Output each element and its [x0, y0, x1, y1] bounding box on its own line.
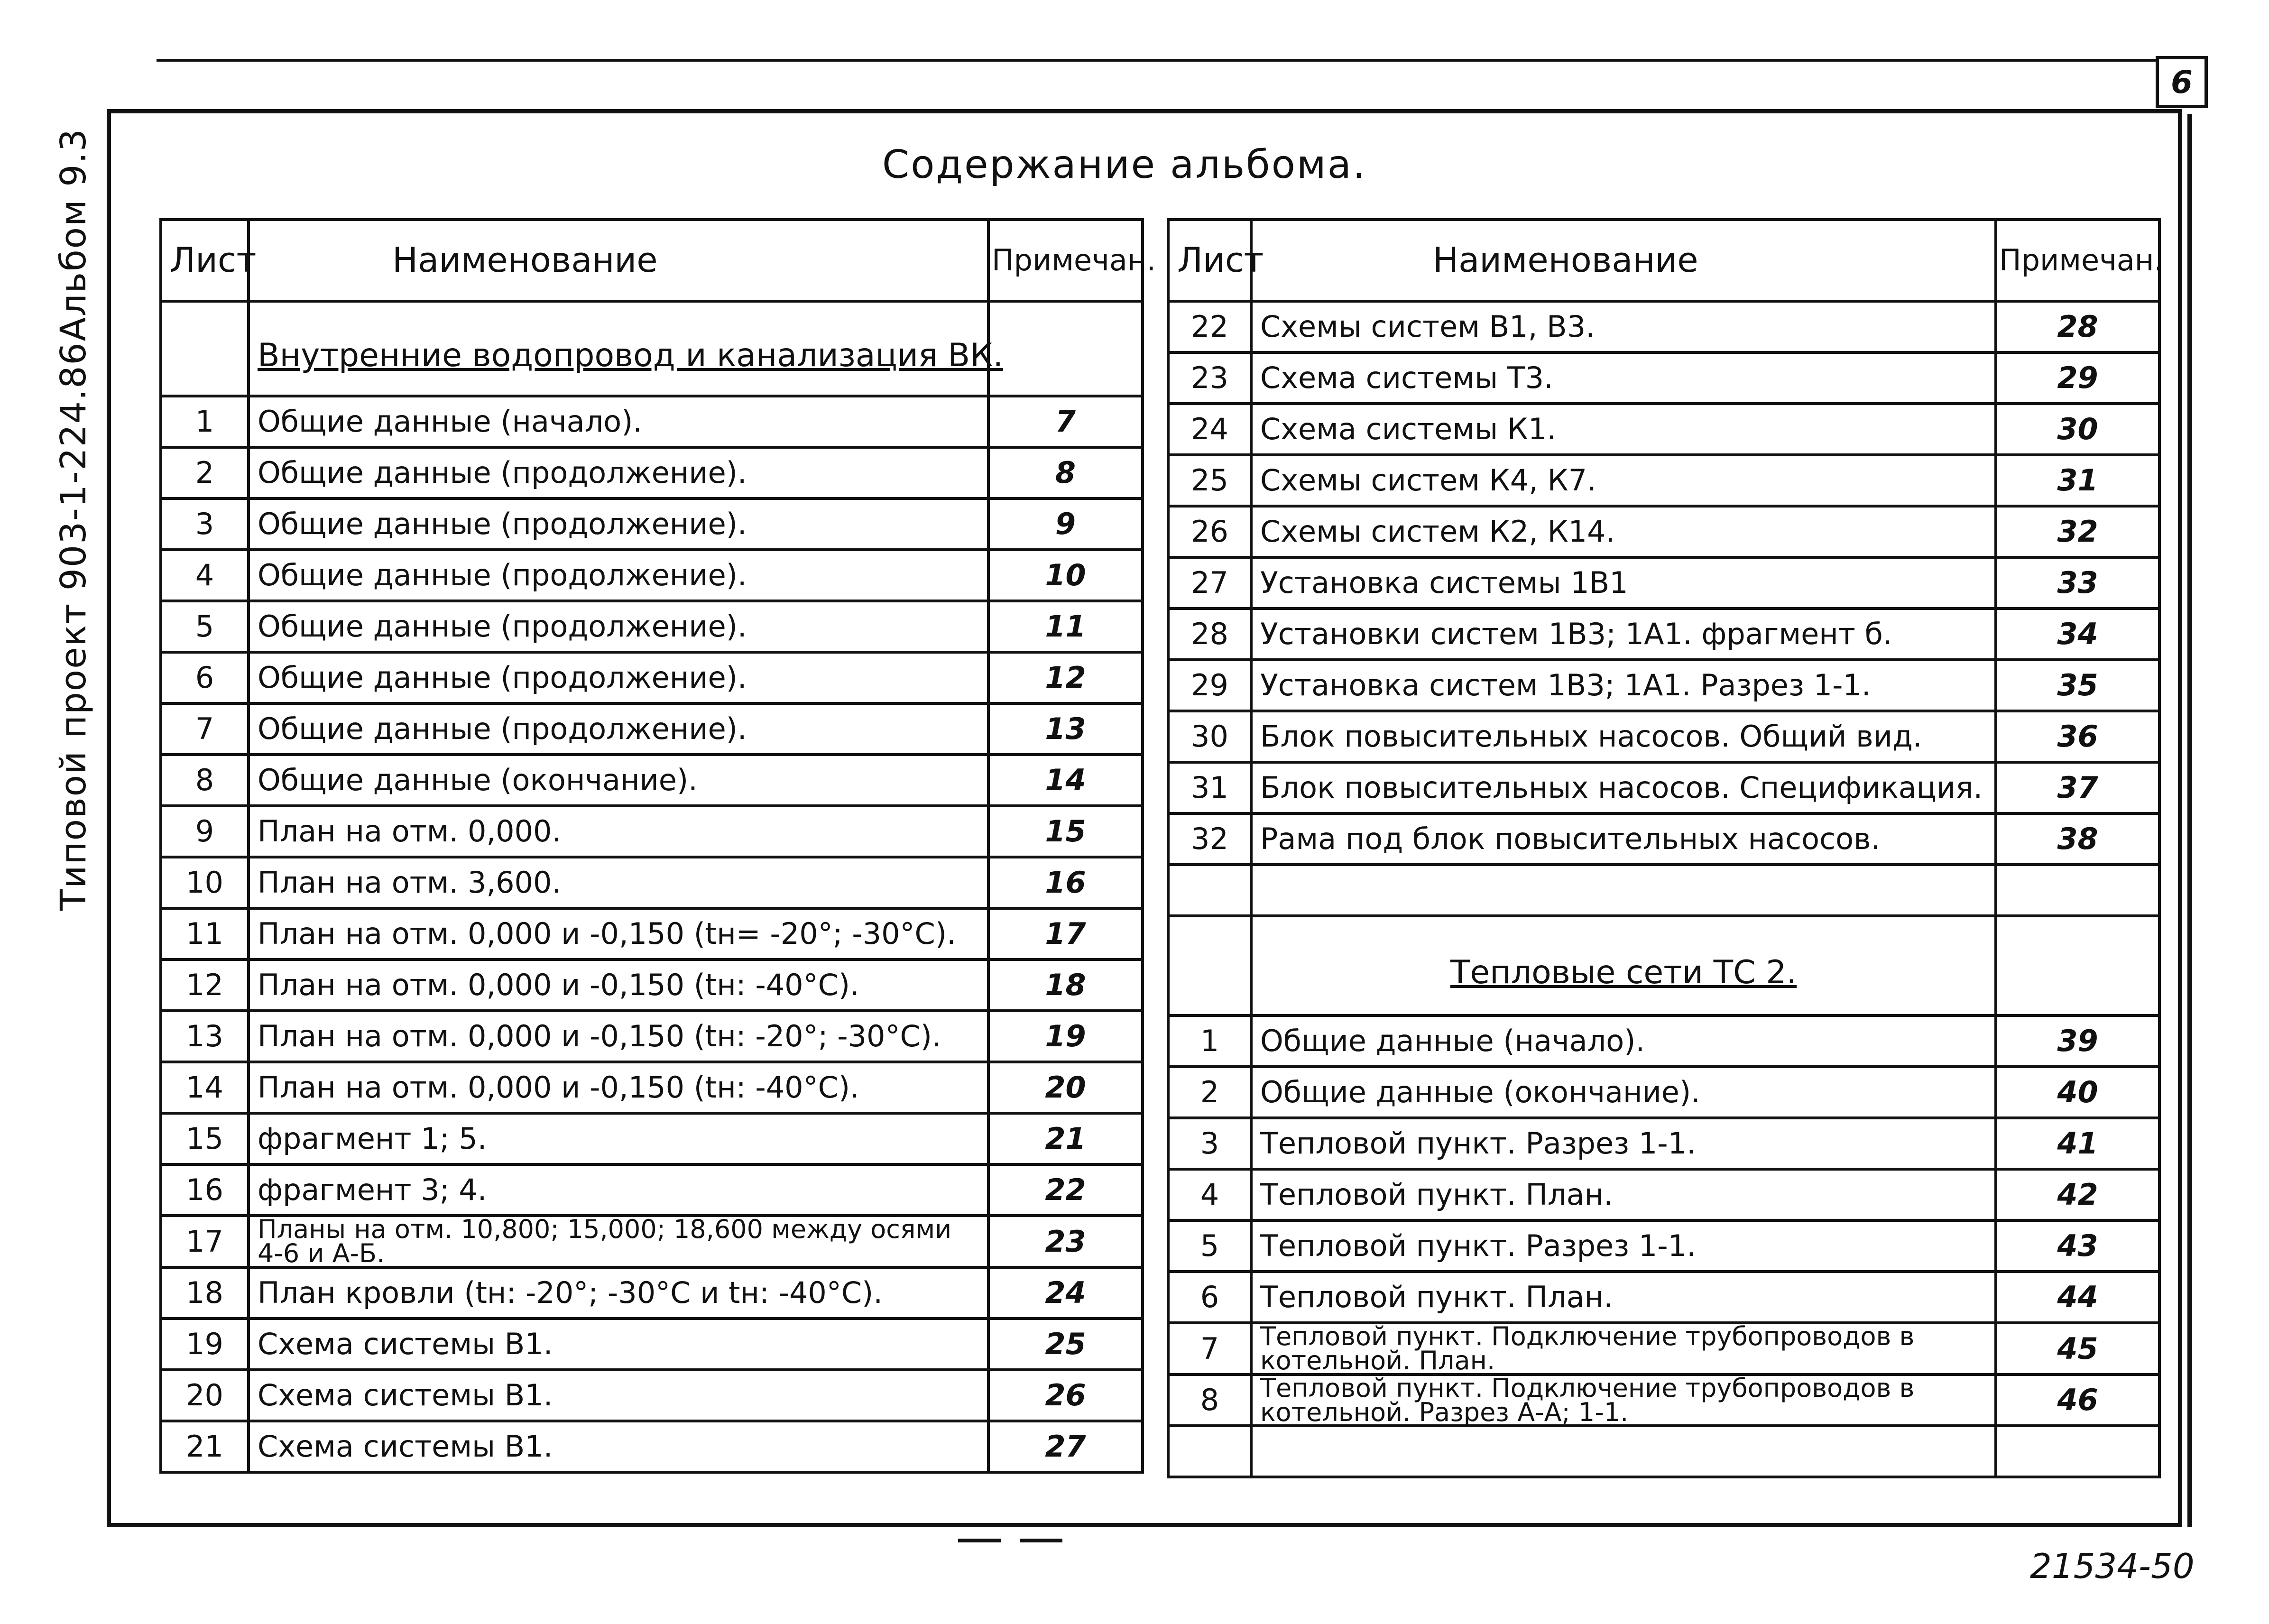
section-title: Внутренние водопровод и канализация ВК. [249, 301, 988, 396]
sheet-cell: 8 [1168, 1375, 1251, 1426]
table-row [1168, 557, 2159, 609]
name-cell: План на отм. 0,000. [249, 806, 988, 857]
sheet-cell: 23 [1168, 352, 1251, 404]
sheet-cell: 19 [161, 1319, 249, 1370]
note-cell: 7 [988, 396, 1143, 447]
sheet-cell: 3 [161, 498, 249, 550]
sheet-cell: 12 [161, 960, 249, 1011]
table-row [161, 1113, 1143, 1164]
column-header-name: Наименование [249, 220, 988, 301]
table-row [161, 960, 1143, 1011]
table-row [161, 1062, 1143, 1113]
sheet-cell: 13 [161, 1011, 249, 1062]
sheet-cell: 16 [161, 1164, 249, 1216]
note-cell: 13 [988, 703, 1143, 755]
column-header-sheet: Лист [1168, 220, 1251, 301]
name-cell: Планы на отм. 10,800; 15,000; 18,600 между осями 4-6 и А-Б. [249, 1216, 988, 1267]
name-cell: Общие данные (окончание). [249, 755, 988, 806]
sheet-cell: 30 [1168, 711, 1251, 762]
sheet-cell: 28 [1168, 609, 1251, 660]
column-header-name: Наименование [1251, 220, 1996, 301]
sheet-cell: 22 [1168, 301, 1251, 352]
name-cell: Общие данные (начало). [249, 396, 988, 447]
blank-row [1168, 1426, 2159, 1477]
table-row [161, 396, 1143, 447]
table-row [161, 703, 1143, 755]
name-cell: Блок повысительных насосов. Общий вид. [1251, 711, 1996, 762]
table-row [161, 806, 1143, 857]
table-row [161, 1216, 1143, 1267]
name-cell: План кровли (tн: -20°; -30°С и tн: -40°С). [249, 1267, 988, 1319]
name-cell: План на отм. 0,000 и -0,150 (tн: -20°; -30°С). [249, 1011, 988, 1062]
sheet-cell: 9 [161, 806, 249, 857]
name-cell: Схемы систем К2, К14. [1251, 506, 1996, 557]
column-header-note: Примечан. [1996, 220, 2159, 301]
name-cell: Установка системы 1В1 [1251, 557, 1996, 609]
sheet-cell: 24 [1168, 404, 1251, 455]
table-row [1168, 1169, 2159, 1220]
note-cell: 11 [988, 601, 1143, 652]
note-cell: 45 [1996, 1323, 2159, 1375]
name-cell: Тепловой пункт. Подключение трубопроводов в котельной. Разрез А-А; 1-1. [1251, 1375, 1996, 1426]
name-cell: Схема системы В1. [249, 1421, 988, 1472]
section-row [161, 301, 1143, 396]
sheet-cell: 20 [161, 1370, 249, 1421]
sheet-number: 6 [2156, 56, 2208, 108]
table-row [1168, 609, 2159, 660]
note-cell: 9 [988, 498, 1143, 550]
project-label: Типовой проект 903-1-224.86 [53, 341, 94, 911]
frame-edge [2187, 114, 2192, 1527]
name-cell: Установки систем 1В3; 1А1. фрагмент б. [1251, 609, 1996, 660]
sheet-cell: 8 [161, 755, 249, 806]
album-label: Альбом 9.3 [53, 128, 94, 341]
sheet-cell: 25 [1168, 455, 1251, 506]
sheet-cell: 31 [1168, 762, 1251, 813]
table-row [161, 1370, 1143, 1421]
name-cell: Схемы систем В1, В3. [1251, 301, 1996, 352]
table-row [1168, 1015, 2159, 1067]
name-cell: Общие данные (продолжение). [249, 601, 988, 652]
name-cell: Общие данные (начало). [1251, 1015, 1996, 1067]
note-cell: 40 [1996, 1067, 2159, 1118]
name-cell: Схемы систем К4, К7. [1251, 455, 1996, 506]
table-row [1168, 1375, 2159, 1426]
sheet-cell: 27 [1168, 557, 1251, 609]
table-row [1168, 1220, 2159, 1272]
sheet-cell: 6 [1168, 1272, 1251, 1323]
name-cell: Схема системы В1. [249, 1319, 988, 1370]
note-cell: 46 [1996, 1375, 2159, 1426]
section-title: Тепловые сети ТС 2. [1251, 916, 1996, 1015]
table-row [1168, 1067, 2159, 1118]
blank-row [1168, 865, 2159, 916]
sheet-cell: 4 [1168, 1169, 1251, 1220]
note-cell: 44 [1996, 1272, 2159, 1323]
name-cell: Блок повысительных насосов. Спецификация. [1251, 762, 1996, 813]
name-cell: Схема системы Т3. [1251, 352, 1996, 404]
table-row [1168, 1272, 2159, 1323]
table-row [161, 857, 1143, 908]
sheet-cell: 15 [161, 1113, 249, 1164]
name-cell: Рама под блок повысительных насосов. [1251, 813, 1996, 865]
note-cell: 34 [1996, 609, 2159, 660]
sheet-cell: 26 [1168, 506, 1251, 557]
name-cell: Установка систем 1В3; 1А1. Разрез 1-1. [1251, 660, 1996, 711]
name-cell: Тепловой пункт. Разрез 1-1. [1251, 1118, 1996, 1169]
sheet-cell: 21 [161, 1421, 249, 1472]
note-cell: 29 [1996, 352, 2159, 404]
note-cell: 14 [988, 755, 1143, 806]
contents-table-right [1167, 218, 2164, 1478]
note-cell: 10 [988, 550, 1143, 601]
sheet-cell: 14 [161, 1062, 249, 1113]
page-title: Содержание альбома. [882, 142, 1367, 187]
note-cell: 36 [1996, 711, 2159, 762]
note-cell: 21 [988, 1113, 1143, 1164]
name-cell: Общие данные (окончание). [1251, 1067, 1996, 1118]
table-row [161, 1267, 1143, 1319]
name-cell: фрагмент 1; 5. [249, 1113, 988, 1164]
table-row [161, 1164, 1143, 1216]
table-row [1168, 352, 2159, 404]
sheet-cell: 5 [1168, 1220, 1251, 1272]
note-cell: 16 [988, 857, 1143, 908]
name-cell: Схема системы К1. [1251, 404, 1996, 455]
table-row [1168, 404, 2159, 455]
name-cell: фрагмент 3; 4. [249, 1164, 988, 1216]
sheet-cell: 2 [161, 447, 249, 498]
note-cell: 37 [1996, 762, 2159, 813]
sheet-cell: 10 [161, 857, 249, 908]
contents-table-left [159, 218, 1156, 1474]
table-row [1168, 455, 2159, 506]
note-cell: 27 [988, 1421, 1143, 1472]
note-cell: 41 [1996, 1118, 2159, 1169]
table-row [1168, 813, 2159, 865]
name-cell: План на отм. 0,000 и -0,150 (tн= -20°; -30°С). [249, 908, 988, 960]
note-cell: 39 [1996, 1015, 2159, 1067]
bottom-dash [958, 1539, 1001, 1542]
column-header-sheet: Лист [161, 220, 249, 301]
note-cell: 22 [988, 1164, 1143, 1216]
note-cell: 35 [1996, 660, 2159, 711]
name-cell: Общие данные (продолжение). [249, 550, 988, 601]
note-cell: 18 [988, 960, 1143, 1011]
note-cell: 31 [1996, 455, 2159, 506]
name-cell: Общие данные (продолжение). [249, 703, 988, 755]
note-cell: 20 [988, 1062, 1143, 1113]
note-cell: 17 [988, 908, 1143, 960]
table-row [161, 1319, 1143, 1370]
top-rule [157, 59, 2156, 62]
side-label [53, 128, 94, 911]
table-row [161, 447, 1143, 498]
note-cell: 23 [988, 1216, 1143, 1267]
sheet-cell: 1 [161, 396, 249, 447]
sheet-cell: 11 [161, 908, 249, 960]
note-cell: 24 [988, 1267, 1143, 1319]
sheet-cell: 1 [1168, 1015, 1251, 1067]
document-number: 21534-50 [2030, 1546, 2195, 1586]
sheet-cell: 3 [1168, 1118, 1251, 1169]
note-cell: 8 [988, 447, 1143, 498]
note-cell: 19 [988, 1011, 1143, 1062]
note-cell: 38 [1996, 813, 2159, 865]
sheet-cell: 29 [1168, 660, 1251, 711]
note-cell: 12 [988, 652, 1143, 703]
note-cell: 32 [1996, 506, 2159, 557]
note-cell: 28 [1996, 301, 2159, 352]
sheet-cell: 7 [161, 703, 249, 755]
name-cell: Тепловой пункт. План. [1251, 1169, 1996, 1220]
note-cell: 30 [1996, 404, 2159, 455]
name-cell: План на отм. 3,600. [249, 857, 988, 908]
name-cell: Тепловой пункт. План. [1251, 1272, 1996, 1323]
table-row [1168, 1118, 2159, 1169]
note-cell: 43 [1996, 1220, 2159, 1272]
bottom-dash [1020, 1539, 1062, 1542]
sheet-cell: 6 [161, 652, 249, 703]
name-cell: План на отм. 0,000 и -0,150 (tн: -40°С). [249, 960, 988, 1011]
column-header-note: Примечан. [988, 220, 1143, 301]
table-row [1168, 301, 2159, 352]
section-row [1168, 916, 2159, 1015]
note-cell: 42 [1996, 1169, 2159, 1220]
name-cell: Тепловой пункт. Подключение трубопроводов в котельной. План. [1251, 1323, 1996, 1375]
table-row [1168, 506, 2159, 557]
name-cell: Схема системы В1. [249, 1370, 988, 1421]
table-row [161, 1011, 1143, 1062]
table-row [1168, 762, 2159, 813]
table-row [1168, 1323, 2159, 1375]
table-row [161, 601, 1143, 652]
note-cell: 25 [988, 1319, 1143, 1370]
name-cell: Общие данные (продолжение). [249, 652, 988, 703]
table-row [1168, 711, 2159, 762]
sheet-cell: 18 [161, 1267, 249, 1319]
name-cell: Общие данные (продолжение). [249, 447, 988, 498]
sheet-cell: 5 [161, 601, 249, 652]
table-row [161, 498, 1143, 550]
note-cell: 15 [988, 806, 1143, 857]
sheet-cell: 32 [1168, 813, 1251, 865]
table-row [161, 652, 1143, 703]
name-cell: План на отм. 0,000 и -0,150 (tн: -40°С). [249, 1062, 988, 1113]
table-row [1168, 660, 2159, 711]
sheet-cell: 7 [1168, 1323, 1251, 1375]
name-cell: Общие данные (продолжение). [249, 498, 988, 550]
note-cell: 26 [988, 1370, 1143, 1421]
sheet-cell: 17 [161, 1216, 249, 1267]
table-row [161, 1421, 1143, 1472]
note-cell: 33 [1996, 557, 2159, 609]
table-row [161, 550, 1143, 601]
name-cell: Тепловой пункт. Разрез 1-1. [1251, 1220, 1996, 1272]
sheet-cell: 4 [161, 550, 249, 601]
sheet-cell: 2 [1168, 1067, 1251, 1118]
table-row [161, 755, 1143, 806]
table-row [161, 908, 1143, 960]
